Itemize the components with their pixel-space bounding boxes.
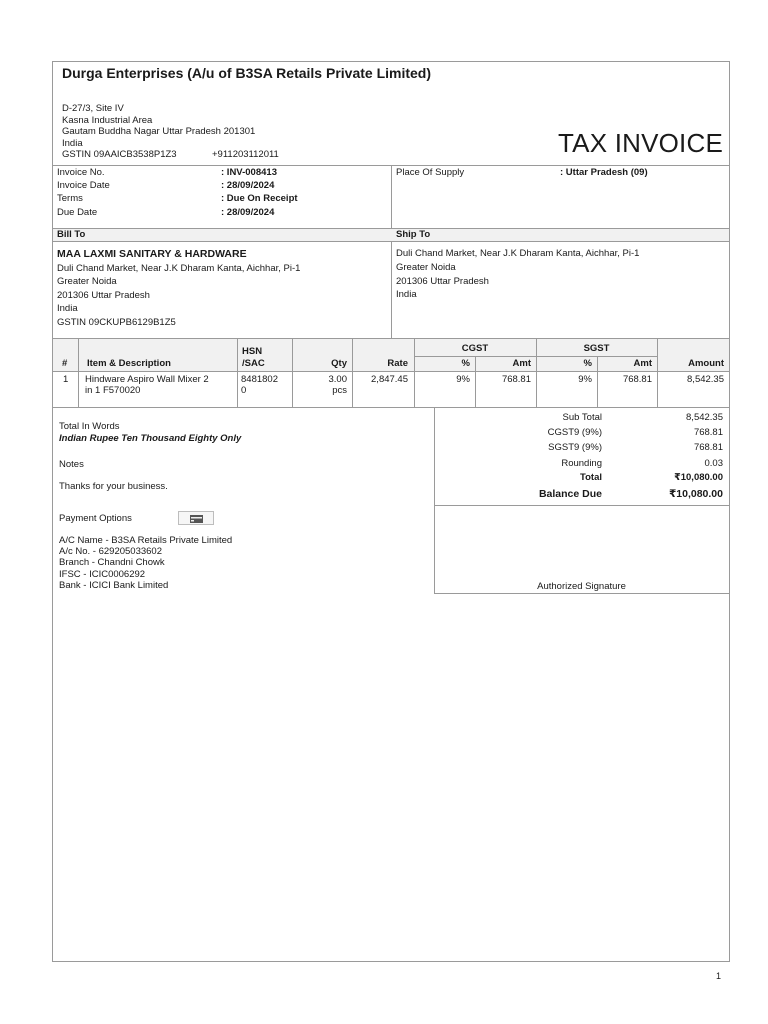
- row-num: 1: [63, 374, 69, 385]
- payment-line: IFSC - ICIC0006292: [59, 569, 146, 580]
- payment-options-label: Payment Options: [59, 513, 132, 524]
- company-address-line: Gautam Buddha Nagar Uttar Pradesh 201301: [62, 126, 256, 137]
- sub-total: 8,542.35: [686, 412, 723, 423]
- ship-to-line: India: [396, 289, 417, 300]
- row-sgst-amt: 768.81: [622, 374, 652, 385]
- cgst-label: CGST9 (9%): [547, 427, 602, 438]
- bill-to-line: 201306 Uttar Pradesh: [57, 290, 150, 301]
- balance-due: ₹10,080.00: [668, 488, 723, 500]
- page-number: 1: [716, 971, 722, 981]
- col-qty-header: Qty: [331, 358, 347, 369]
- total-in-words: Indian Rupee Ten Thousand Eighty Only: [59, 433, 242, 444]
- row-sgst-pct: 9%: [578, 374, 592, 385]
- rounding-label: Rounding: [561, 458, 602, 469]
- ship-to-line: 201306 Uttar Pradesh: [396, 276, 489, 287]
- sgst-pct-header: %: [583, 358, 592, 369]
- ship-to-heading: Ship To: [396, 229, 431, 240]
- cgst-header: CGST: [461, 343, 489, 354]
- row-qty: 3.00: [328, 374, 347, 385]
- due-date: : 28/09/2024: [221, 207, 275, 218]
- invoice-sheet: [52, 61, 730, 962]
- bill-to-heading: Bill To: [57, 229, 86, 240]
- total: ₹10,080.00: [674, 472, 723, 483]
- company-address-line: Kasna Industrial Area: [62, 115, 153, 126]
- row-rate: 2,847.45: [371, 374, 408, 385]
- rounding: 0.03: [704, 458, 723, 469]
- col-num-header: #: [62, 358, 68, 369]
- row-hsn: 8481802: [241, 374, 278, 385]
- row-cgst-pct: 9%: [456, 374, 470, 385]
- col-hsn-header: /SAC: [242, 358, 265, 369]
- total-label: Total: [580, 472, 602, 483]
- row-cgst-amt: 768.81: [501, 374, 531, 385]
- payment-line: A/C Name - B3SA Retails Private Limited: [59, 535, 233, 546]
- bill-to-name: MAA LAXMI SANITARY & HARDWARE: [57, 248, 247, 260]
- invoice-date-label: Invoice Date: [57, 180, 110, 191]
- col-amount-header: Amount: [688, 358, 724, 369]
- total-in-words-label: Total In Words: [59, 421, 120, 432]
- bill-to-gstin: GSTIN 09CKUPB6129B1Z5: [57, 317, 176, 328]
- terms: : Due On Receipt: [221, 193, 298, 204]
- ship-to-line: Duli Chand Market, Near J.K Dharam Kanta, Aichhar, Pi-1: [396, 248, 640, 259]
- row-hsn: 0: [241, 385, 247, 396]
- col-item-header: Item & Description: [87, 358, 171, 369]
- invoice-date: : 28/09/2024: [221, 180, 275, 191]
- row-item: Hindware Aspiro Wall Mixer 2: [85, 374, 209, 385]
- balance-due-label: Balance Due: [538, 488, 602, 500]
- notes-label: Notes: [59, 459, 84, 470]
- place-of-supply: : Uttar Pradesh (09): [560, 167, 648, 178]
- sgst-header: SGST: [583, 343, 610, 354]
- col-hsn-header: HSN: [242, 346, 263, 357]
- payment-line: Bank - ICICI Bank Limited: [59, 580, 169, 591]
- row-amount: 8,542.35: [687, 374, 724, 385]
- sgst-total: 768.81: [693, 442, 723, 453]
- company-phone: +911203112011: [212, 149, 279, 160]
- cgst-pct-header: %: [461, 358, 470, 369]
- invoice-no: : INV-008413: [221, 167, 277, 178]
- company-name: Durga Enterprises (A/u of B3SA Retails Private Limited): [62, 65, 432, 81]
- bill-to-line: Duli Chand Market, Near J.K Dharam Kanta, Aichhar, Pi-1: [57, 263, 301, 274]
- row-unit: pcs: [332, 385, 347, 396]
- payment-line: Branch - Chandni Chowk: [59, 557, 165, 568]
- row-item: in 1 F570020: [85, 385, 141, 396]
- sgst-amt-header: Amt: [633, 358, 652, 369]
- document-title: TAX INVOICE: [558, 128, 723, 158]
- cgst-amt-header: Amt: [512, 358, 531, 369]
- payment-line: A/c No. - 629205033602: [59, 546, 162, 557]
- company-gstin: GSTIN 09AAICB3538P1Z3: [62, 149, 177, 160]
- ship-to-line: Greater Noida: [396, 262, 456, 273]
- invoice-no-label: Invoice No.: [57, 167, 105, 178]
- sgst-label: SGST9 (9%): [548, 442, 602, 453]
- cgst-total: 768.81: [693, 427, 723, 438]
- bill-to-line: India: [57, 303, 78, 314]
- due-date-label: Due Date: [57, 207, 98, 218]
- company-address-line: India: [62, 138, 83, 149]
- notes-text: Thanks for your business.: [59, 481, 168, 492]
- authorized-signature: Authorized Signature: [537, 581, 626, 592]
- place-of-supply-label: Place Of Supply: [396, 167, 465, 178]
- company-address-line: D-27/3, Site IV: [62, 103, 124, 114]
- terms-label: Terms: [57, 193, 83, 204]
- col-rate-header: Rate: [387, 358, 408, 369]
- sub-total-label: Sub Total: [562, 412, 602, 423]
- bill-to-line: Greater Noida: [57, 276, 117, 287]
- card-icon: [178, 511, 214, 525]
